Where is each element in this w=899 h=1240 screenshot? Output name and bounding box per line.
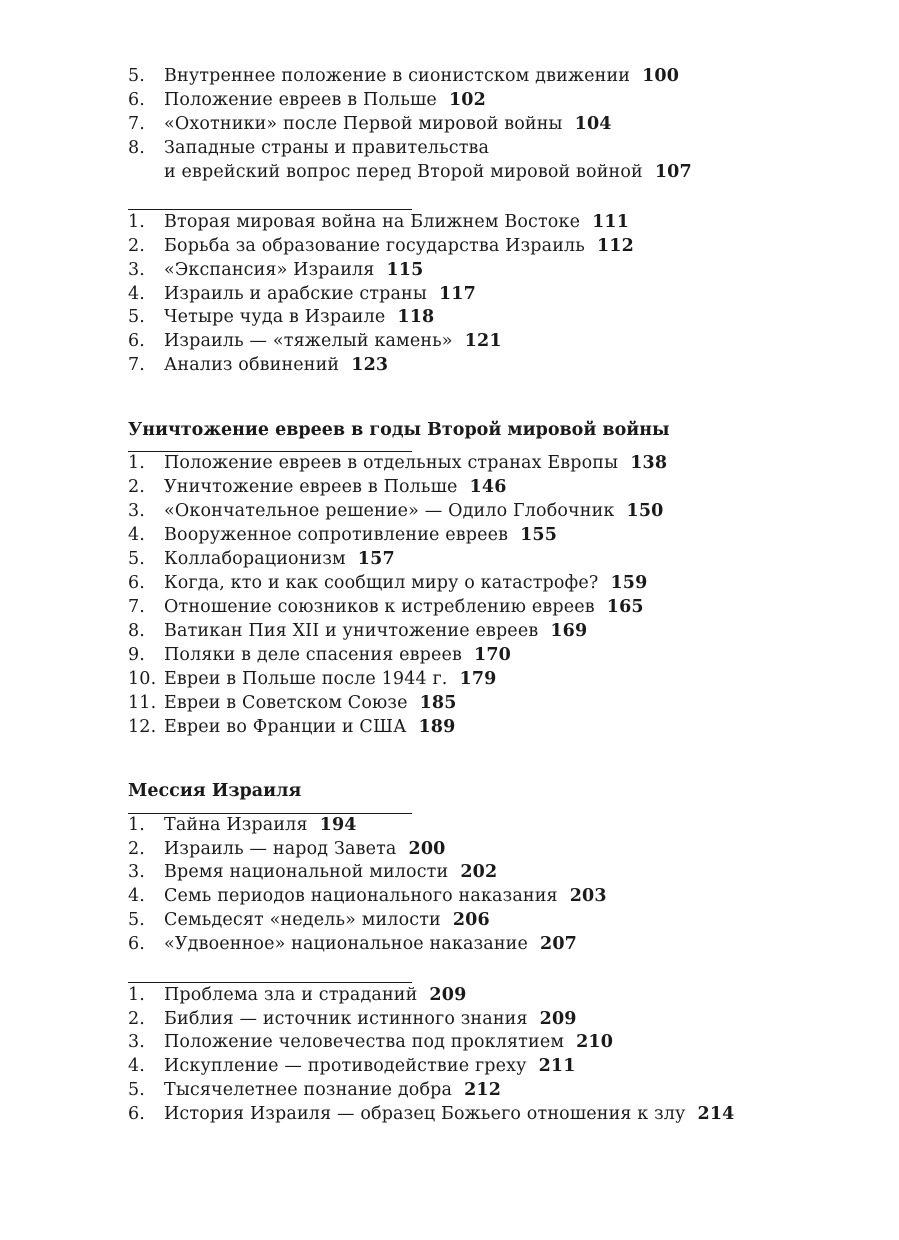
entry-number: 2. bbox=[128, 477, 145, 497]
entry-title: Евреи во Франции и США bbox=[164, 717, 407, 737]
entry-page: 169 bbox=[550, 621, 588, 641]
entry-number: 4. bbox=[128, 284, 145, 304]
entry-number: 6. bbox=[128, 90, 145, 110]
entry-number: 7. bbox=[128, 114, 145, 134]
entry-title: Израиль и арабские страны bbox=[164, 284, 427, 304]
entry-number: 11. bbox=[128, 693, 157, 713]
entry-number: 4. bbox=[128, 1056, 145, 1076]
entry-title: Внутреннее положение в сионистском движении bbox=[164, 66, 631, 86]
entry-number: 1. bbox=[128, 985, 145, 1005]
entry-number: 3. bbox=[128, 1032, 145, 1052]
entry-page: 203 bbox=[569, 886, 607, 906]
entry-page: 202 bbox=[460, 862, 498, 882]
toc-entry bbox=[128, 1078, 501, 1102]
entry-page: 189 bbox=[418, 717, 456, 737]
entry-number: 8. bbox=[128, 138, 145, 158]
entry-number: 4. bbox=[128, 886, 145, 906]
entry-number: 5. bbox=[128, 66, 145, 86]
entry-page: 212 bbox=[464, 1080, 502, 1100]
entry-page: 123 bbox=[351, 355, 389, 375]
toc-entry bbox=[128, 282, 476, 306]
toc-entry bbox=[128, 932, 577, 956]
entry-number: 7. bbox=[128, 597, 145, 617]
toc-entry bbox=[128, 1054, 576, 1078]
entry-title: Когда, кто и как сообщил миру о катастрофе? bbox=[164, 573, 599, 593]
entry-page: 165 bbox=[606, 597, 644, 617]
entry-number: 7. bbox=[128, 355, 145, 375]
entry-title: Израиль — народ Завета bbox=[164, 839, 397, 859]
toc-entry bbox=[128, 329, 502, 353]
entry-page: 150 bbox=[626, 501, 664, 521]
entry-title: «Окончательное решение» — Одило Глобочник bbox=[164, 501, 615, 521]
toc-entry bbox=[128, 884, 607, 908]
entry-number: 1. bbox=[128, 453, 145, 473]
entry-page: 115 bbox=[386, 260, 424, 280]
entry-title-continuation: и еврейский вопрос перед Второй мировой войной bbox=[164, 162, 643, 182]
entry-number: 2. bbox=[128, 1009, 145, 1029]
entry-page: 111 bbox=[592, 212, 630, 232]
toc-entry bbox=[128, 136, 489, 160]
entry-page: 206 bbox=[452, 910, 490, 930]
toc-entry bbox=[128, 258, 423, 282]
entry-title: Семьдесят «недель» милости bbox=[164, 910, 441, 930]
entry-page: 112 bbox=[596, 236, 634, 256]
toc-entry bbox=[128, 1102, 734, 1126]
entry-page: 155 bbox=[520, 525, 558, 545]
entry-title: Вооруженное сопротивление евреев bbox=[164, 525, 509, 545]
entry-title: «Экспансия» Израиля bbox=[164, 260, 375, 280]
entry-page: 104 bbox=[574, 114, 612, 134]
entry-title: Положение человечества под проклятием bbox=[164, 1032, 565, 1052]
entry-title: Семь периодов национального наказания bbox=[164, 886, 558, 906]
toc-entry bbox=[128, 837, 446, 861]
toc-entry bbox=[128, 112, 612, 136]
toc-entry bbox=[128, 619, 587, 643]
entry-page: 200 bbox=[408, 839, 446, 859]
entry-number: 5. bbox=[128, 910, 145, 930]
entry-title: Проблема зла и страданий bbox=[164, 985, 418, 1005]
entry-page: 194 bbox=[319, 815, 357, 835]
entry-number: 12. bbox=[128, 717, 157, 737]
entry-title: «Охотники» после Первой мировой войны bbox=[164, 114, 563, 134]
entry-title: Евреи в Польше после 1944 г. bbox=[164, 669, 448, 689]
toc-entry bbox=[128, 715, 455, 739]
entry-page: 214 bbox=[697, 1104, 735, 1124]
toc-entry bbox=[128, 547, 395, 571]
section-heading: Мессия Израиля bbox=[128, 781, 302, 801]
entry-number: 6. bbox=[128, 934, 145, 954]
entry-title: Тайна Израиля bbox=[164, 815, 308, 835]
entry-number: 10. bbox=[128, 669, 157, 689]
toc-entry bbox=[128, 305, 434, 329]
entry-title: Искупление — противодействие греху bbox=[164, 1056, 527, 1076]
entry-number: 9. bbox=[128, 645, 145, 665]
entry-page: 209 bbox=[539, 1009, 577, 1029]
entry-title: Время национальной милости bbox=[164, 862, 449, 882]
entry-page: 179 bbox=[459, 669, 497, 689]
entry-title: Тысячелетнее познание добра bbox=[164, 1080, 453, 1100]
toc-entry bbox=[128, 1030, 613, 1054]
entry-number: 5. bbox=[128, 549, 145, 569]
toc-entry bbox=[128, 908, 490, 932]
entry-number: 6. bbox=[128, 1104, 145, 1124]
toc-entry bbox=[128, 571, 647, 595]
entry-title: История Израиля — образец Божьего отношения к злу bbox=[164, 1104, 686, 1124]
entry-title: Отношение союзников к истреблению евреев bbox=[164, 597, 595, 617]
entry-page: 157 bbox=[357, 549, 395, 569]
entry-number: 5. bbox=[128, 307, 145, 327]
toc-entry bbox=[128, 234, 634, 258]
entry-title: Анализ обвинений bbox=[164, 355, 340, 375]
toc-entry bbox=[128, 1007, 577, 1031]
entry-number: 2. bbox=[128, 839, 145, 859]
entry-title: Положение евреев в Польше bbox=[164, 90, 437, 110]
entry-number: 3. bbox=[128, 862, 145, 882]
entry-title: Библия — источник истинного знания bbox=[164, 1009, 528, 1029]
entry-number: 6. bbox=[128, 573, 145, 593]
entry-page: 121 bbox=[464, 331, 502, 351]
toc-entry bbox=[128, 499, 663, 523]
entry-title: Борьба за образование государства Израиль bbox=[164, 236, 585, 256]
toc-entry bbox=[128, 667, 497, 691]
entry-title: Вторая мировая война на Ближнем Востоке bbox=[164, 212, 581, 232]
toc-entry bbox=[128, 451, 667, 475]
entry-page: 117 bbox=[438, 284, 476, 304]
entry-title: Евреи в Советском Союзе bbox=[164, 693, 408, 713]
entry-number: 4. bbox=[128, 525, 145, 545]
entry-page: 107 bbox=[654, 162, 692, 182]
entry-number: 6. bbox=[128, 331, 145, 351]
entry-number: 5. bbox=[128, 1080, 145, 1100]
entry-page: 146 bbox=[469, 477, 507, 497]
section-heading: Уничтожение евреев в годы Второй мировой войны bbox=[128, 420, 670, 440]
entry-page: 211 bbox=[538, 1056, 576, 1076]
toc-entry bbox=[128, 475, 507, 499]
entry-title: Ватикан Пия XII и уничтожение евреев bbox=[164, 621, 539, 641]
entry-title: Поляки в деле спасения евреев bbox=[164, 645, 463, 665]
entry-title: Коллаборационизм bbox=[164, 549, 346, 569]
toc-entry-continuation bbox=[164, 160, 692, 184]
entry-number: 3. bbox=[128, 260, 145, 280]
toc-entry bbox=[128, 353, 388, 377]
toc-entry bbox=[128, 210, 629, 234]
toc-entry bbox=[128, 64, 679, 88]
toc-entry bbox=[128, 813, 357, 837]
toc-entry bbox=[128, 643, 511, 667]
entry-number: 3. bbox=[128, 501, 145, 521]
entry-number: 2. bbox=[128, 236, 145, 256]
entry-title: «Удвоенное» национальное наказание bbox=[164, 934, 529, 954]
entry-title: Израиль — «тяжелый камень» bbox=[164, 331, 453, 351]
entry-page: 100 bbox=[642, 66, 680, 86]
entry-page: 210 bbox=[576, 1032, 614, 1052]
entry-page: 159 bbox=[610, 573, 648, 593]
entry-page: 138 bbox=[630, 453, 668, 473]
toc-entry bbox=[128, 523, 557, 547]
entry-number: 1. bbox=[128, 815, 145, 835]
toc-entry bbox=[128, 88, 486, 112]
entry-title: Четыре чуда в Израиле bbox=[164, 307, 386, 327]
entry-page: 170 bbox=[474, 645, 511, 665]
entry-page: 209 bbox=[429, 985, 467, 1005]
entry-title: Уничтожение евреев в Польше bbox=[164, 477, 458, 497]
entry-page: 118 bbox=[397, 307, 435, 327]
entry-title: Положение евреев в отдельных странах Европы bbox=[164, 453, 619, 473]
entry-number: 8. bbox=[128, 621, 145, 641]
entry-number: 1. bbox=[128, 212, 145, 232]
entry-page: 185 bbox=[419, 693, 457, 713]
entry-page: 102 bbox=[448, 90, 486, 110]
toc-entry bbox=[128, 983, 466, 1007]
toc-entry bbox=[128, 691, 457, 715]
entry-title: Западные страны и правительства bbox=[164, 138, 490, 158]
toc-entry bbox=[128, 860, 497, 884]
entry-page: 207 bbox=[540, 934, 577, 954]
toc-entry bbox=[128, 595, 644, 619]
